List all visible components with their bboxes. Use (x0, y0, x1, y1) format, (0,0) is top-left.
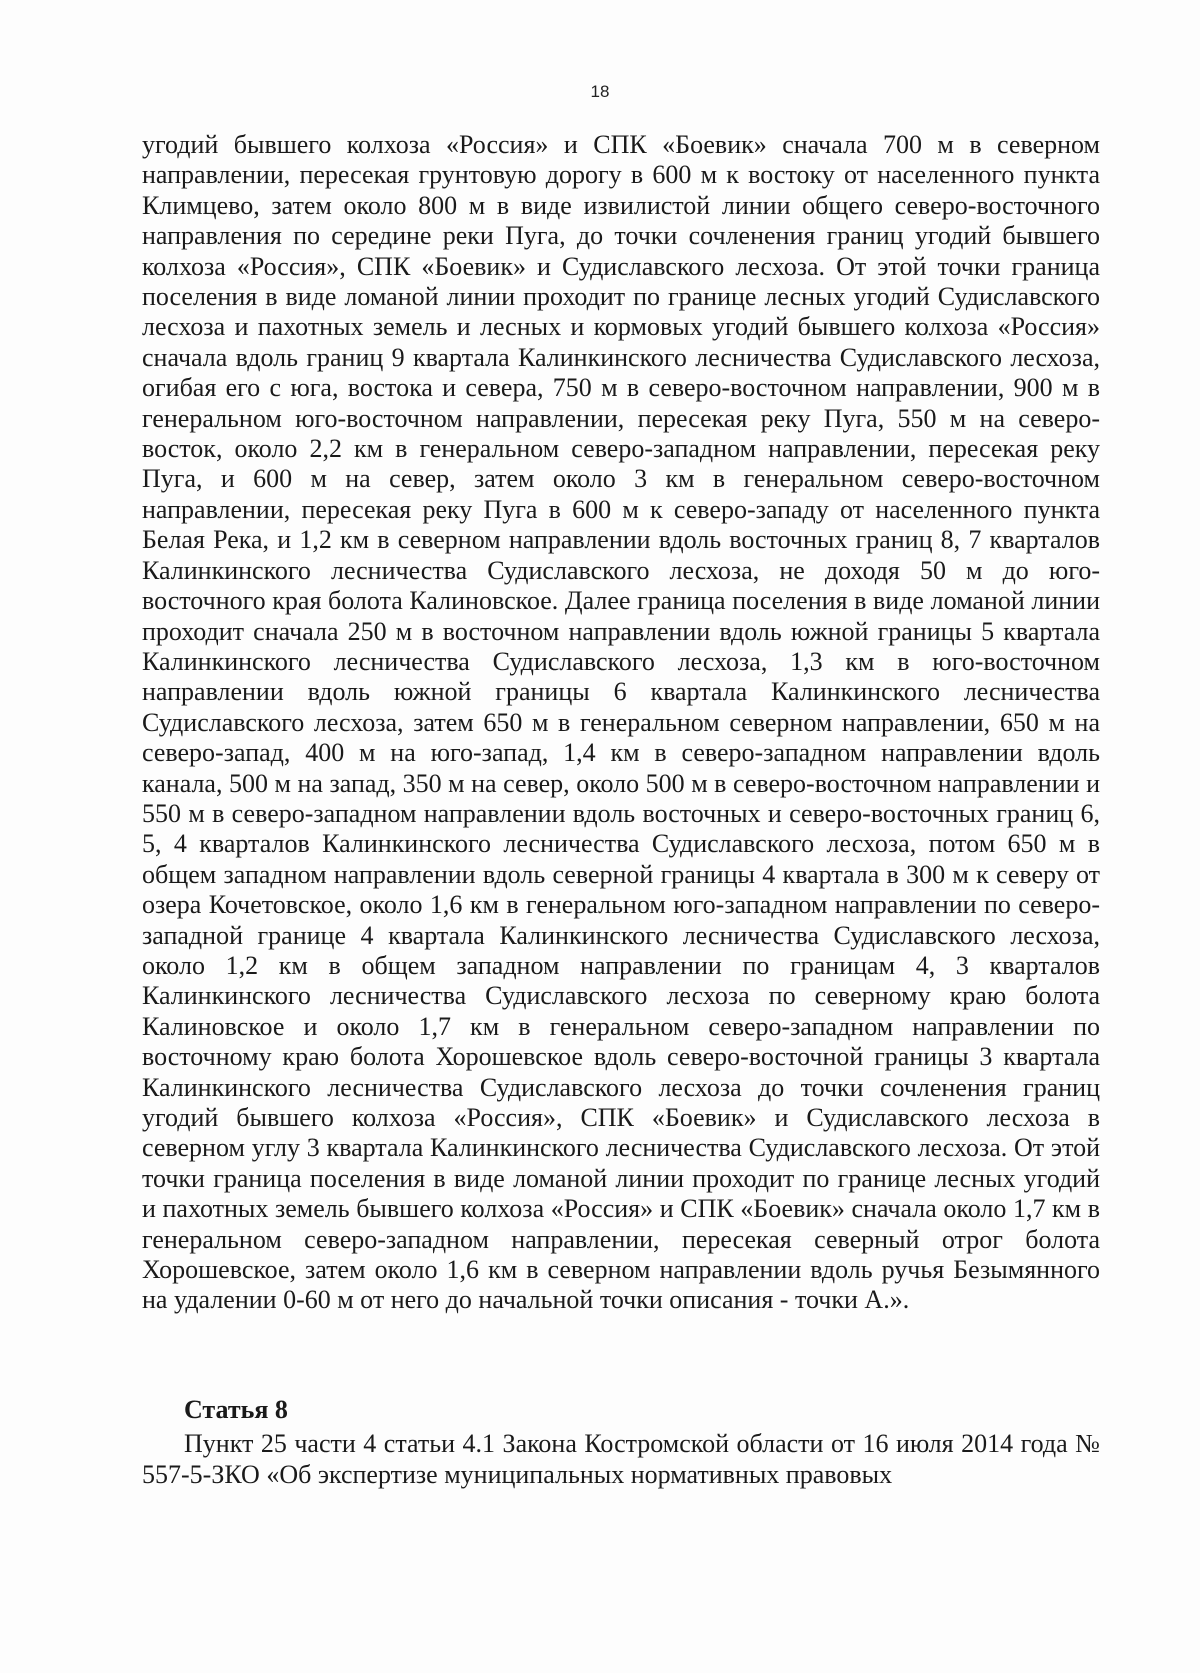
page-number: 18 (590, 82, 610, 101)
article-heading: Статья 8 (184, 1395, 288, 1424)
body-paragraph: угодий бывшего колхоза «Россия» и СПК «Боевик» сначала 700 м в северном направлении, пересекая грунтовую дорогу в 600 м к востоку от населенного пункта Климцево, затем около 800 м в виде извилистой линии общего северо-восточного направления по середине реки Пуга, до точки сочленения границ угодий бывшего колхоза «Россия», СПК «Боевик» и Судиславского лесхоза. От этой точки граница поселения в виде ломаной линии проходит по границе лесных угодий Судиславского лесхоза и пахотных земель и лесных и кормовых угодий бывшего колхоза «Россия» сначала вдоль границ 9 квартала Калинкинского лесничества Судиславского лесхоза, огибая его с юга, востока и севера, 750 м в северо-восточном направлении, 900 м в генеральном юго-восточном направлении, пересекая реку Пуга, 550 м на северо-восток, около 2,2 км в генеральном северо-западном направлении, пересекая реку Пуга, и 600 м на север, затем около 3 км в генеральном северо-восточном направлении, пересекая реку Пуга в 600 м к северо-западу от населенного пункта Белая Река, и 1,2 км в северном направлении вдоль восточных границ 8, 7 кварталов Калинкинского лесничества Судиславского лесхоза, не доходя 50 м до юго-восточного края болота Калиновское. Далее граница поселения в виде ломаной линии проходит сначала 250 м в восточном направлении вдоль южной границы 5 квартала Калинкинского лесничества Судиславского лесхоза, 1,3 км в юго-восточном направлении вдоль южной границы 6 квартала Калинкинского лесничества Судиславского лесхоза, затем 650 м в генеральном северном направлении, 650 м на северо-запад, 400 м на юго-запад, 1,4 км в северо-западном направлении вдоль канала, 500 м на запад, 350 м на север, около 500 м в северо-восточном направлении и 550 м в северо-западном направлении вдоль восточных и северо-восточных границ 6, 5, 4 кварталов Калинкинского лесничества Судиславского лесхоза, потом 650 м в общем западном направлении вдоль северной границы 4 квартала в 300 м к северу от озера Кочетовское, около 1,6 км в генеральном юго-западном направлении по северо-западной границе 4 квартала Калинкинского лесничества Судиславского лесхоза, около 1,2 км в общем западном направлении по границам 4, 3 кварталов Калинкинского лесничества Судиславского лесхоза по северному краю болота Калиновское и около 1,7 км в генеральном северо-западном направлении по восточному краю болота Хорошевское вдоль северо-восточной границы 3 квартала Калинкинского лесничества Судиславского лесхоза до точки сочленения границ угодий бывшего колхоза «Россия», СПК «Боевик» и Судиславского лесхоза в северном углу 3 квартала Калинкинского лесничества Судиславского лесхоза. От этой точки граница поселения в виде ломаной линии проходит по границе лесных угодий и пахотных земель бывшего колхоза «Россия» и СПК «Боевик» сначала около 1,7 км в генеральном северо-западном направлении, пересекая северный отрог болота Хорошевское, затем около 1,6 км в северном направлении вдоль ручья Безымянного на удалении 0-60 м от него до начальной точки описания - точки А.». (142, 130, 1100, 1315)
article-paragraph: Пункт 25 части 4 статьи 4.1 Закона Костромской области от 16 июля 2014 года № 557-5-ЗКО «Об экспертизе муниципальных нормативных правовых (142, 1429, 1100, 1489)
